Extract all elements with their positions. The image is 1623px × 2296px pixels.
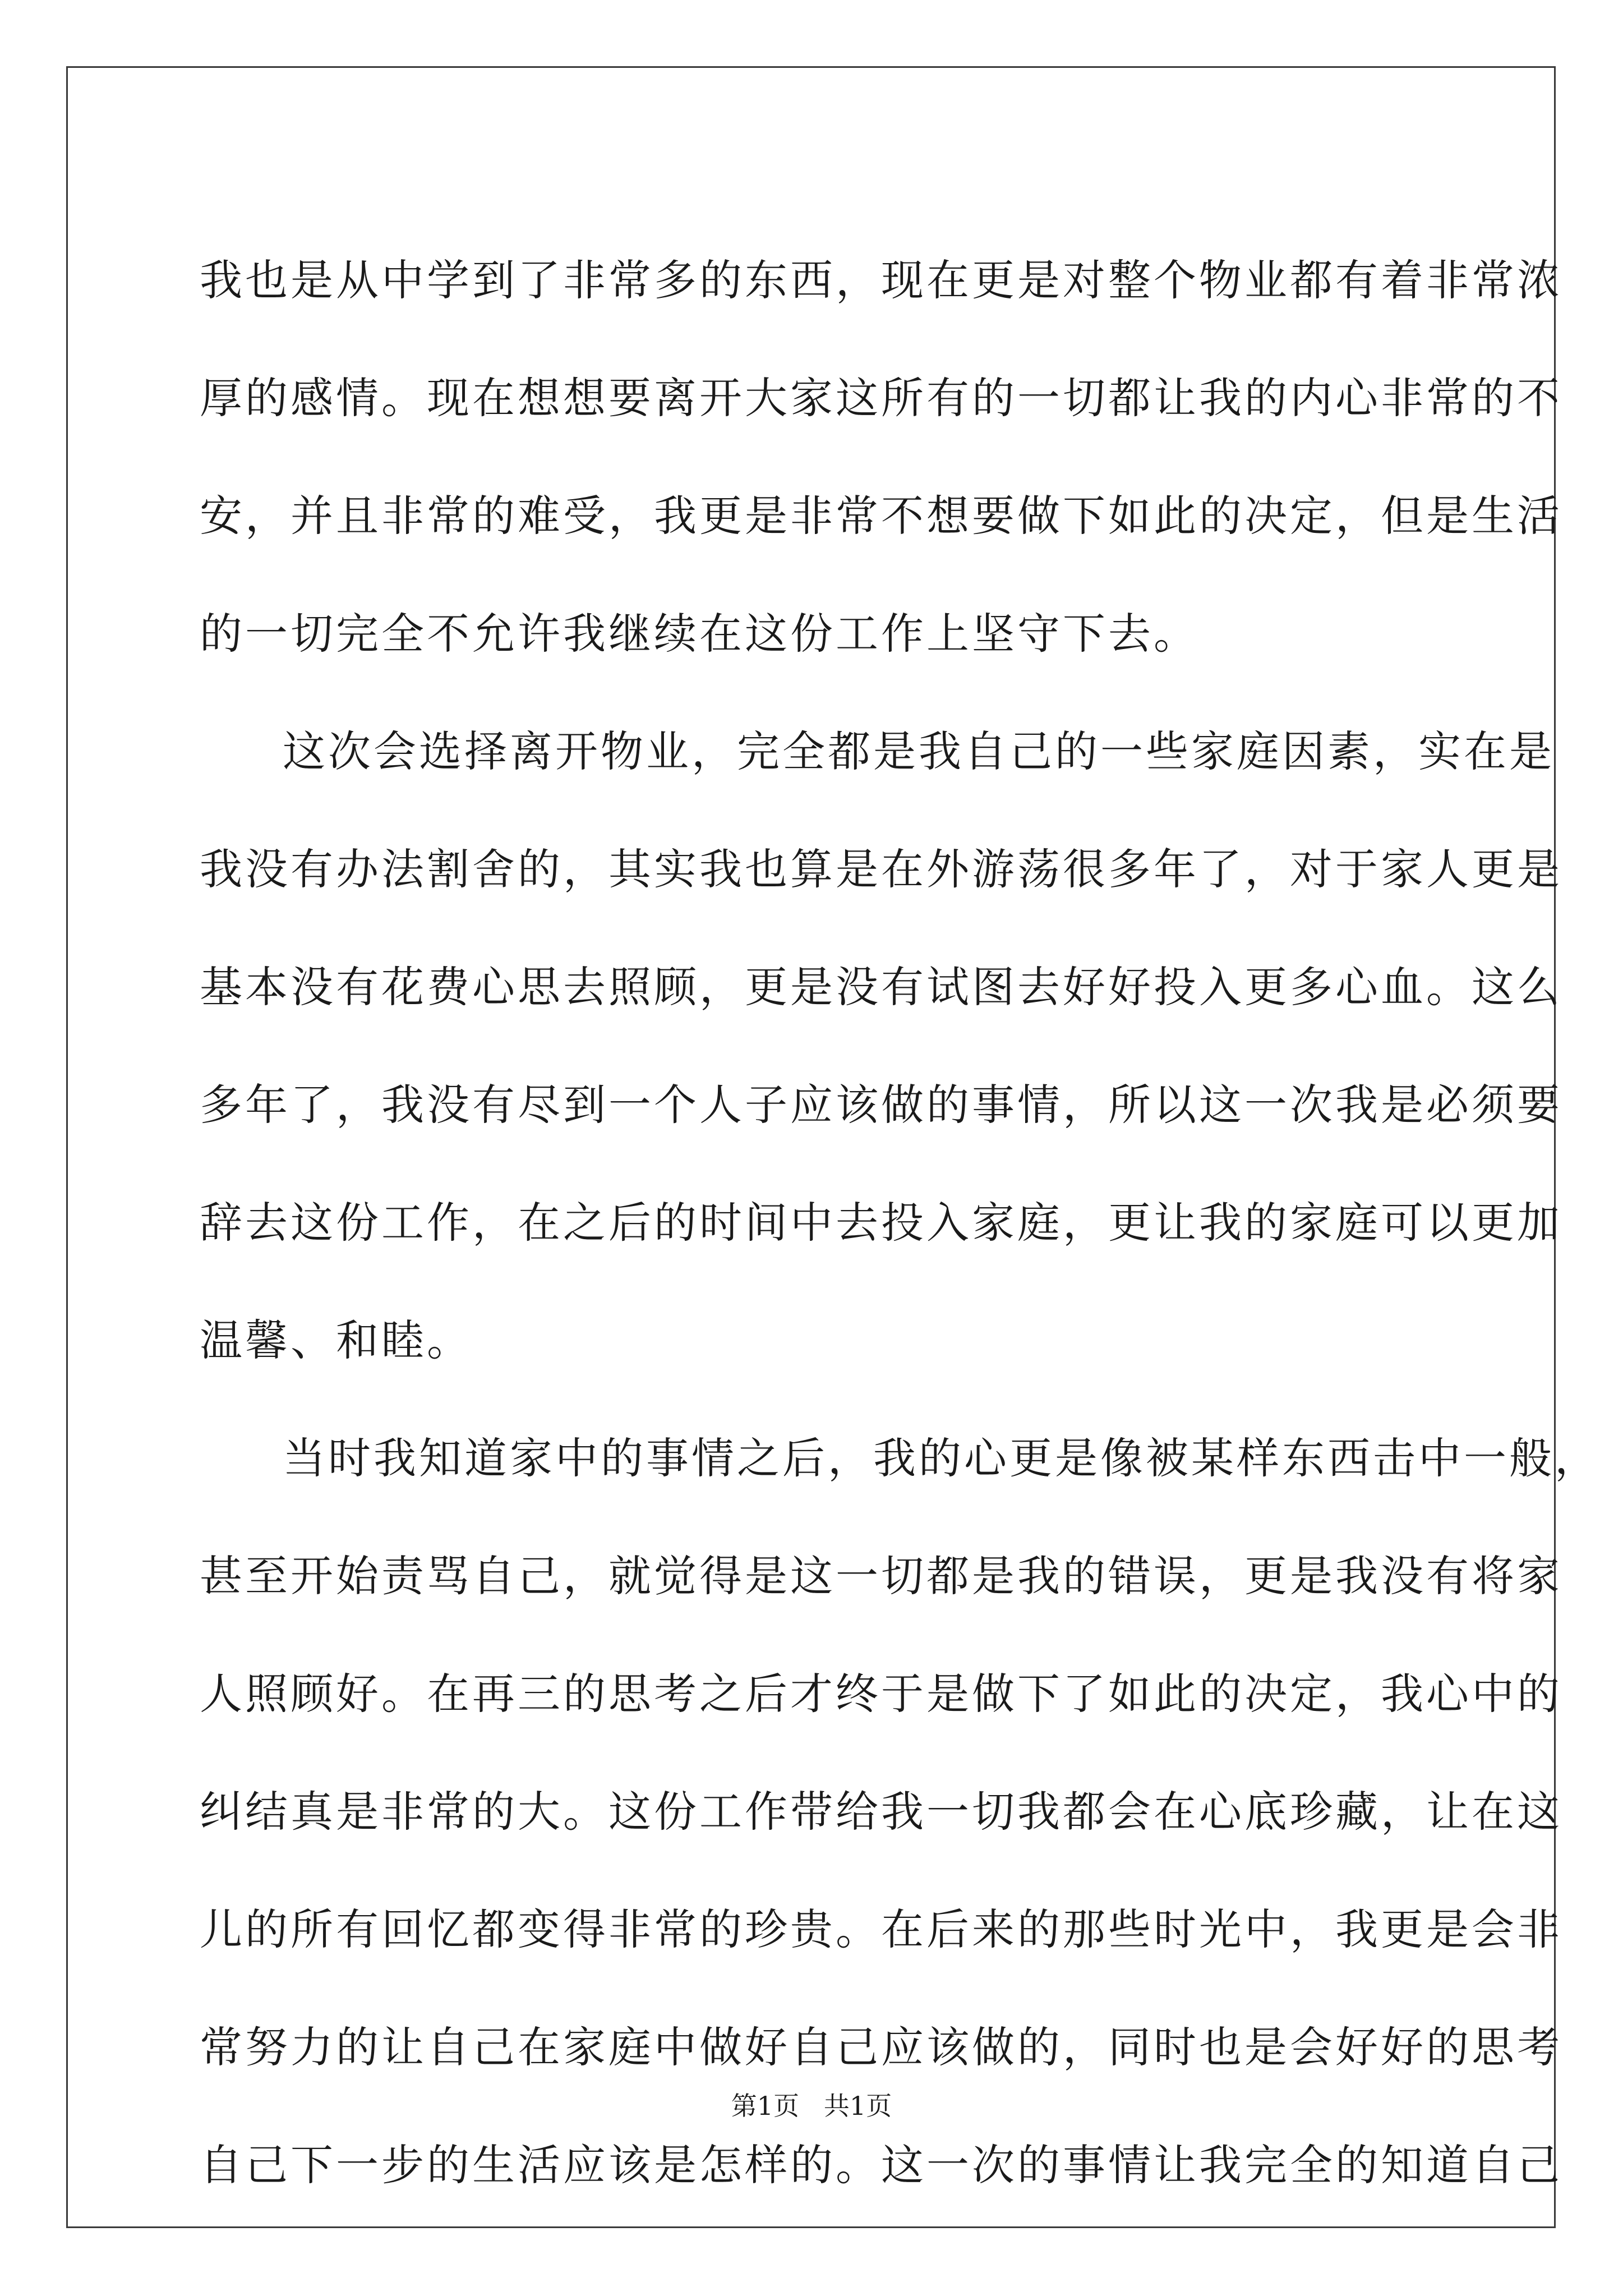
text-line: 安，并且非常的难受，我更是非常不想要做下如此的决定，但是生活 <box>200 491 1562 541</box>
text-line: 甚至开始责骂自己，就觉得是这一切都是我的错误，更是我没有将家 <box>200 1551 1562 1601</box>
text-line: 多年了，我没有尽到一个人子应该做的事情，所以这一次我是必须要 <box>200 1080 1562 1130</box>
text-line: 辞去这份工作，在之后的时间中去投入家庭，更让我的家庭可以更加 <box>200 1198 1562 1248</box>
document-body <box>200 222 1600 2224</box>
text-line: 自己下一步的生活应该是怎样的。这一次的事情让我完全的知道自己 <box>200 2140 1562 2190</box>
text-line-paragraph-start: 当时我知道家中的事情之后，我的心更是像被某样东西击中一般， <box>283 1433 1600 1483</box>
text-line: 常努力的让自己在家庭中做好自己应该做的，同时也是会好好的思考 <box>200 2022 1562 2072</box>
text-line: 我没有办法割舍的，其实我也算是在外游荡很多年了，对于家人更是 <box>200 844 1562 894</box>
text-line: 人照顾好。在再三的思考之后才终于是做下了如此的决定，我心中的 <box>200 1669 1562 1719</box>
text-line: 我也是从中学到了非常多的东西，现在更是对整个物业都有着非常浓 <box>200 255 1562 305</box>
text-line: 温馨、和睦。 <box>200 1315 472 1365</box>
text-line-paragraph-start: 这次会选择离开物业，完全都是我自己的一些家庭因素，实在是 <box>283 726 1555 776</box>
text-line: 厚的感情。现在想想要离开大家这所有的一切都让我的内心非常的不 <box>200 373 1562 423</box>
text-line: 儿的所有回忆都变得非常的珍贵。在后来的那些时光中，我更是会非 <box>200 1904 1562 1954</box>
text-line: 的一切完全不允许我继续在这份工作上坚守下去。 <box>200 609 1199 659</box>
page-number-footer: 第1页 共1页 <box>731 2091 892 2121</box>
text-line: 基本没有花费心思去照顾，更是没有试图去好好投入更多心血。这么 <box>200 962 1562 1012</box>
text-line: 纠结真是非常的大。这份工作带给我一切我都会在心底珍藏，让在这 <box>200 1787 1562 1837</box>
